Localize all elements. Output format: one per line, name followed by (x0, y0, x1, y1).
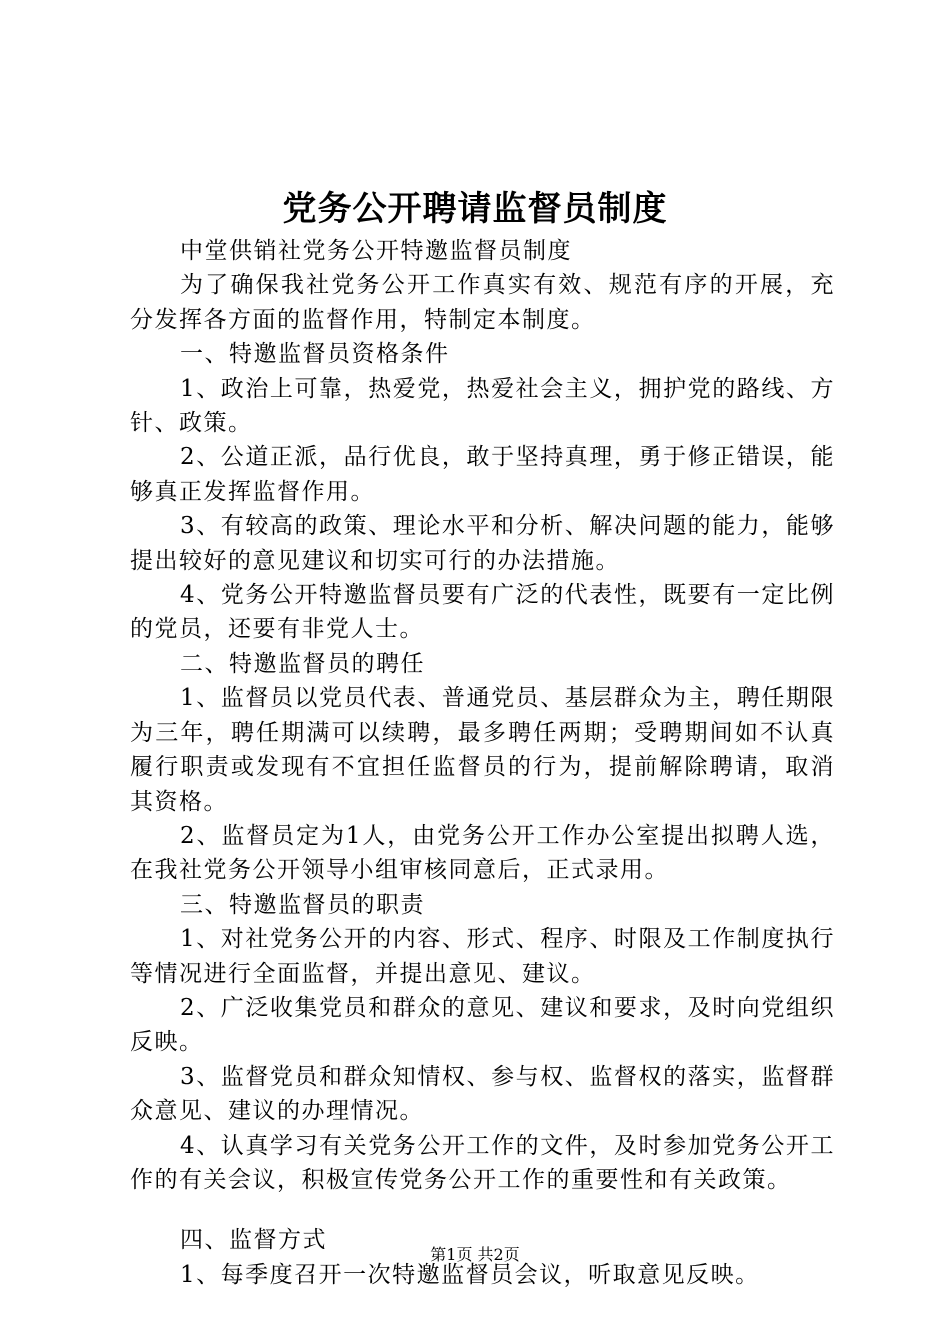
paragraph: 3、有较高的政策、理论水平和分析、解决问题的能力，能够提出较好的意见建议和切实可行的办法措施。 (130, 513, 835, 574)
paragraph: 2、广泛收集党员和群众的意见、建议和要求，及时向党组织反映。 (130, 994, 835, 1056)
section-heading-3: 三、特邀监督员的职责 (180, 891, 425, 918)
page-number-footer: 第1页 共2页 (430, 1245, 520, 1264)
paragraph: 2、公道正派，品行优良，敢于坚持真理，勇于修正错误，能够真正发挥监督作用。 (130, 444, 835, 505)
section-heading-1: 一、特邀监督员资格条件 (180, 341, 450, 368)
paragraph: 1、监督员以党员代表、普通党员、基层群众为主，聘任期限为三年，聘任期满可以续聘，最多聘任两期；受聘期间如不认真履行职责或发现有不宜担任监督员的行为，提前解除聘请，取消其资格。 (130, 685, 835, 815)
paragraph: 3、监督党员和群众知情权、参与权、监督权的落实，监督群众意见、建议的办理情况。 (130, 1063, 835, 1125)
section-heading-4: 四、监督方式 (180, 1227, 327, 1254)
paragraph: 4、认真学习有关党务公开工作的文件，及时参加党务公开工作的有关会议，积极宣传党务公开工作的重要性和有关政策。 (130, 1132, 835, 1193)
paragraph: 1、对社党务公开的内容、形式、程序、时限及工作制度执行等情况进行全面监督，并提出意见、建议。 (130, 926, 835, 987)
paragraph: 1、每季度召开一次特邀监督员会议，听取意见反映。 (180, 1261, 760, 1288)
paragraph: 2、监督员定为1人，由党务公开工作办公室提出拟聘人选，在我社党务公开领导小组审核同意后，正式录用。 (130, 822, 835, 884)
paragraph: 1、政治上可靠，热爱党，热爱社会主义，拥护党的路线、方针、政策。 (130, 375, 835, 437)
document-title: 党务公开聘请监督员制度 (282, 189, 668, 229)
document-body (130, 234, 835, 1292)
paragraph-subtitle: 中堂供销社党务公开特邀监督员制度 (180, 238, 572, 264)
section-heading-2: 二、特邀监督员的聘任 (180, 650, 425, 677)
paragraph-intro: 为了确保我社党务公开工作真实有效、规范有序的开展，充分发挥各方面的监督作用，特制定本制度。 (130, 272, 835, 333)
paragraph: 4、党务公开特邀监督员要有广泛的代表性，既要有一定比例的党员，还要有非党人士。 (130, 582, 835, 643)
